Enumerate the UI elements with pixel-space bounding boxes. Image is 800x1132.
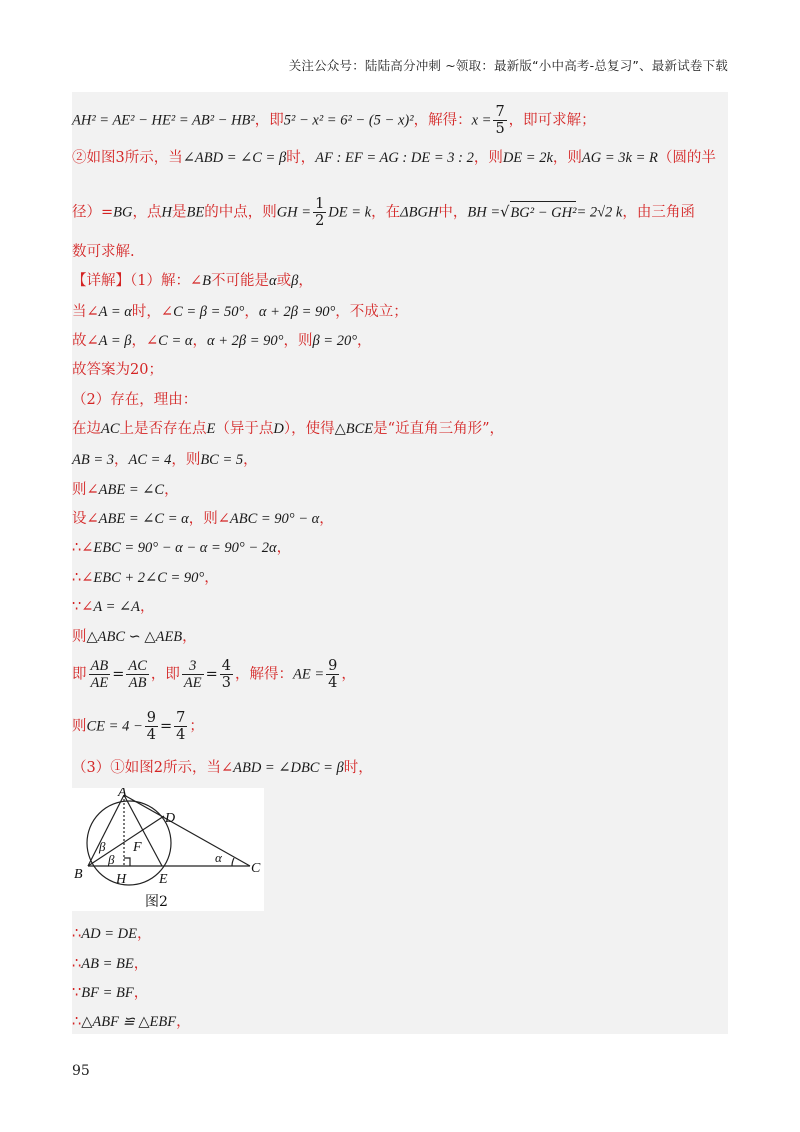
line-5: 【详解】（1）解：∠B不可能是α或β， — [72, 273, 313, 289]
line-15: ∴∠EBC + 2∠C = 90°， — [72, 570, 219, 586]
text: ，解得： — [413, 112, 472, 129]
equation: x = — [471, 112, 492, 129]
solution-content — [72, 92, 728, 1034]
right-angle-mark — [124, 858, 130, 866]
label-D: D — [165, 811, 176, 826]
circle-triangle-diagram — [72, 788, 264, 911]
line-14: ∴∠EBC = 90° − α − α = 90° − 2α， — [72, 540, 292, 556]
label-C: C — [251, 861, 261, 876]
line-3: 径）=BG，点H是BE的中点，则GH = $\frac{1}{2}$ DE = k，在ΔBGH中，BH =√BG² − GH²= 2√2 k，由三角函 — [72, 196, 695, 229]
line-4: 数可求解. — [72, 244, 135, 260]
line-21: ∴AD = DE， — [72, 926, 152, 942]
label-beta-2: β — [108, 852, 115, 867]
label-H: H — [116, 872, 127, 887]
equation: AH² = AE² − HE² = AB² − HB² — [72, 112, 255, 129]
page-header: 关注公众号：陆陆高分冲刺 ~领取：最新版“小中高考-总复习”、最新试卷下载 — [288, 58, 728, 73]
line-10: 在边AC上是否存在点E（异于点D），使得△BCE是“近直角三角形”， — [72, 421, 504, 437]
label-beta-1: β — [99, 839, 106, 854]
line-24: ∴△ABF ≌ △EBF， — [72, 1014, 191, 1030]
text: ，即 — [254, 112, 284, 129]
label-alpha: α — [215, 850, 222, 865]
fraction: $\frac{7}{5}$ — [495, 104, 505, 137]
line-19: 则CE = 4 − $\frac{9}{4}$ = $\frac{7}{4}$ ； — [72, 710, 204, 743]
angle-alpha-arc — [232, 858, 234, 866]
line-9: （2）存在，理由： — [72, 392, 198, 408]
line-12: 则∠ABE = ∠C， — [72, 482, 179, 498]
line-13: 设∠ABE = ∠C = α，则∠ABC = 90° − α， — [72, 511, 334, 527]
page-number: 95 — [72, 1063, 90, 1079]
line-7: 故∠A = β，∠C = α，α + 2β = 90°，则β = 20°， — [72, 333, 372, 349]
equation: 5² − x² = 6² − (5 − x)² — [283, 112, 414, 129]
line-22: ∴AB = BE， — [72, 956, 149, 972]
figure-caption: 图2 — [145, 894, 168, 910]
line-18: 即 $\frac{AB}{AE}$ = $\frac{AC}{AB}$ ，即 $\frac{3}{AE}$ = $\frac{4}{3}$ ，解得：AE = $\frac{9}{4}$ ， — [72, 658, 356, 691]
line-8: 故答案为20； — [72, 362, 163, 378]
line-1 — [72, 104, 596, 137]
segment-AB — [88, 795, 124, 866]
line-2: ②如图3所示，当∠ABD = ∠C = β时，AF : EF = AG : DE = 3 : 2，则DE = 2k，则AG = 3k = R（圆的半 — [72, 150, 716, 166]
label-E: E — [159, 872, 168, 887]
line-6: 当∠A = α时，∠C = β = 50°，α + 2β = 90°，不成立； — [72, 304, 408, 320]
line-20: （3）①如图2所示，当∠ABD = ∠DBC = β时， — [72, 760, 373, 776]
text: ，即可求解； — [508, 112, 596, 129]
line-23: ∵BF = BF， — [72, 985, 149, 1001]
label-A: A — [118, 788, 127, 800]
line-11: AB = 3，AC = 4，则BC = 5， — [72, 452, 258, 468]
line-17: 则△ABC ∽ △AEB， — [72, 629, 197, 645]
label-F: F — [133, 840, 142, 855]
geometry-figure-2 — [72, 788, 264, 911]
line-16: ∵∠A = ∠A， — [72, 599, 155, 615]
label-B: B — [74, 867, 83, 882]
